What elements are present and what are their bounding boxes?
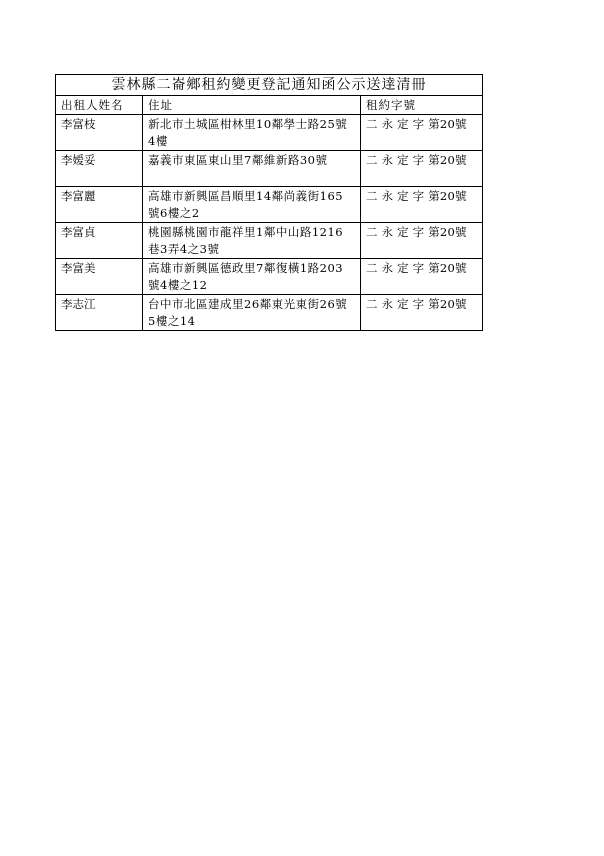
contract-number-cell: 二 永 定 字 第20號 (361, 295, 483, 331)
contract-number-cell: 二 永 定 字 第20號 (361, 259, 483, 295)
table-row (56, 151, 483, 187)
contract-number-cell: 二 永 定 字 第20號 (361, 115, 483, 151)
column-header-address: 住址 (143, 96, 361, 115)
column-header-name: 出租人姓名 (56, 96, 143, 115)
lessor-name-cell: 李富枝 (56, 115, 143, 151)
address-cell: 嘉義市東區東山里7鄰維新路30號 (143, 151, 361, 187)
address-cell: 桃園縣桃園市龍祥里1鄰中山路1216巷3弄4之3號 (143, 223, 361, 259)
address-cell: 高雄市新興區昌順里14鄰尚義街165號6樓之2 (143, 187, 361, 223)
address-cell: 台中市北區建成里26鄰東光東街26號5樓之14 (143, 295, 361, 331)
lessor-name-cell: 李嫒妥 (56, 151, 143, 187)
lessor-name-cell: 李志江 (56, 295, 143, 331)
table-row (56, 223, 483, 259)
table-row (56, 259, 483, 295)
address-cell: 高雄市新興區德政里7鄰復橫1路203號4樓之12 (143, 259, 361, 295)
table-row (56, 187, 483, 223)
lessor-name-cell: 李富麗 (56, 187, 143, 223)
lessor-name-cell: 李富貞 (56, 223, 143, 259)
contract-number-cell: 二 永 定 字 第20號 (361, 187, 483, 223)
contract-number-cell: 二 永 定 字 第20號 (361, 151, 483, 187)
delivery-register-table (55, 74, 483, 331)
table-row (56, 115, 483, 151)
address-cell: 新北市土城區柑林里10鄰學士路25號4樓 (143, 115, 361, 151)
contract-number-cell: 二 永 定 字 第20號 (361, 223, 483, 259)
table-header-row (56, 96, 483, 115)
column-header-contract: 租約字號 (361, 96, 483, 115)
document-title: 雲林縣二崙鄉租約變更登記通知函公示送達清冊 (56, 75, 483, 96)
lessor-name-cell: 李富美 (56, 259, 143, 295)
table-row (56, 295, 483, 331)
